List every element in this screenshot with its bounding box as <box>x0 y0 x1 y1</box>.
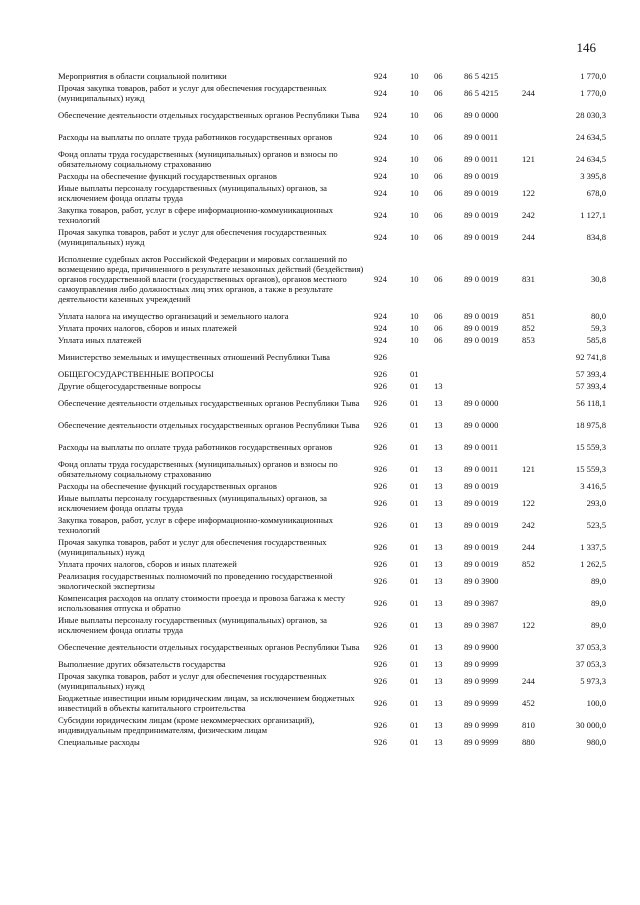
row-subsection-code: 06 <box>434 154 443 164</box>
row-name: Прочая закупка товаров, работ и услуг для обеспечения государственных (муниципальных) нужд <box>58 537 327 557</box>
row-name: ОБЩЕГОСУДАРСТВЕННЫЕ ВОПРОСЫ <box>58 369 214 379</box>
table-row <box>58 636 606 658</box>
row-grbs-code: 924 <box>374 71 387 81</box>
row-subsection-code: 13 <box>434 676 443 686</box>
row-subsection-code: 13 <box>434 464 443 474</box>
row-grbs-code: 924 <box>374 335 387 345</box>
table-row <box>58 736 606 748</box>
row-section-code: 10 <box>410 188 419 198</box>
table-row <box>58 346 606 368</box>
row-name: Расходы на обеспечение функций государственных органов <box>58 481 277 491</box>
row-subsection-code: 06 <box>434 311 443 321</box>
row-section-code: 01 <box>410 442 419 452</box>
row-section-code: 01 <box>410 369 419 379</box>
row-subsection-code: 13 <box>434 576 443 586</box>
row-subsection-code: 06 <box>434 232 443 242</box>
table-row <box>58 558 606 570</box>
row-grbs-code: 924 <box>374 232 387 242</box>
row-grbs-code: 926 <box>374 420 387 430</box>
row-section-code: 10 <box>410 311 419 321</box>
row-name: Выполнение других обязательств государства <box>58 659 226 669</box>
row-name: Обеспечение деятельности отдельных государственных органов Республики Тыва <box>58 398 360 408</box>
row-grbs-code: 924 <box>374 210 387 220</box>
row-section-code: 01 <box>410 520 419 530</box>
row-amount: 15 559,3 <box>575 442 606 452</box>
row-subsection-code: 13 <box>434 620 443 630</box>
table-row <box>58 536 606 558</box>
table-row <box>58 70 606 82</box>
row-target-article: 89 0 9999 <box>464 659 499 669</box>
row-expense-type: 122 <box>522 188 535 198</box>
row-section-code: 01 <box>410 642 419 652</box>
row-section-code: 01 <box>410 381 419 391</box>
row-name: Уплата иных платежей <box>58 335 142 345</box>
row-section-code: 10 <box>410 232 419 242</box>
table-row <box>58 392 606 414</box>
row-grbs-code: 926 <box>374 720 387 730</box>
row-amount: 980,0 <box>586 737 606 747</box>
row-expense-type <box>522 636 556 658</box>
row-amount: 37 053,3 <box>575 642 606 652</box>
row-name: Фонд оплаты труда государственных (муниципальных) органов и взносы по обязательному социальному страхованию <box>58 149 338 169</box>
row-target-article: 89 0 0019 <box>464 498 499 508</box>
row-expense-type <box>522 346 556 368</box>
row-amount: 18 975,8 <box>575 420 606 430</box>
row-subsection-code: 06 <box>434 274 443 284</box>
row-amount: 100,0 <box>586 698 606 708</box>
row-expense-type: 122 <box>522 620 535 630</box>
row-grbs-code: 926 <box>374 398 387 408</box>
row-amount: 28 030,3 <box>575 110 606 120</box>
row-section-code: 01 <box>410 464 419 474</box>
row-target-article: 89 0 0019 <box>464 520 499 530</box>
row-grbs-code: 924 <box>374 323 387 333</box>
row-section-code: 01 <box>410 698 419 708</box>
row-subsection-code: 13 <box>434 720 443 730</box>
row-name: Закупка товаров, работ, услуг в сфере информационно-коммуникационных технологий <box>58 515 334 535</box>
row-expense-type: 880 <box>522 737 535 747</box>
row-target-article: 89 0 9999 <box>464 676 499 686</box>
row-name: Фонд оплаты труда государственных (муниципальных) органов и взносы по обязательному социальному страхованию <box>58 459 338 479</box>
row-amount: 57 393,4 <box>575 369 606 379</box>
row-amount: 678,0 <box>586 188 606 198</box>
table-row <box>58 414 606 436</box>
row-target-article: 89 0 0019 <box>464 232 499 242</box>
row-expense-type: 852 <box>522 323 535 333</box>
row-name: Мероприятия в области социальной политики <box>58 71 227 81</box>
table-row <box>58 126 606 148</box>
row-section-code: 01 <box>410 720 419 730</box>
row-grbs-code: 926 <box>374 498 387 508</box>
row-grbs-code: 924 <box>374 171 387 181</box>
row-amount: 92 741,8 <box>575 352 606 362</box>
row-name: Прочая закупка товаров, работ и услуг для обеспечения государственных (муниципальных) нужд <box>58 227 327 247</box>
table-row <box>58 514 606 536</box>
row-amount: 5 973,3 <box>580 676 606 686</box>
row-expense-type: 122 <box>522 498 535 508</box>
row-name: Субсидии юридическим лицам (кроме некоммерческих организаций), индивидуальным предпринимателям, физическим лицам <box>58 715 315 735</box>
row-expense-type: 851 <box>522 311 535 321</box>
row-target-article: 89 0 0019 <box>464 311 499 321</box>
table-row <box>58 692 606 714</box>
row-section-code: 10 <box>410 210 419 220</box>
row-section-code: 01 <box>410 737 419 747</box>
row-subsection-code: 13 <box>434 420 443 430</box>
row-subsection-code: 13 <box>434 381 443 391</box>
row-subsection-code: 06 <box>434 335 443 345</box>
row-section-code: 01 <box>410 420 419 430</box>
row-section-code: 01 <box>410 576 419 586</box>
row-subsection-code: 06 <box>434 132 443 142</box>
row-subsection-code: 13 <box>434 520 443 530</box>
budget-table-body <box>58 70 606 748</box>
row-grbs-code: 926 <box>374 737 387 747</box>
table-row <box>58 82 606 104</box>
row-subsection-code <box>434 346 464 368</box>
row-name: Прочая закупка товаров, работ и услуг для обеспечения государственных (муниципальных) нужд <box>58 671 327 691</box>
row-section-code: 10 <box>410 88 419 98</box>
row-subsection-code: 13 <box>434 498 443 508</box>
row-grbs-code: 926 <box>374 559 387 569</box>
row-target-article: 89 0 0011 <box>464 132 499 142</box>
row-name: Обеспечение деятельности отдельных государственных органов Республики Тыва <box>58 110 360 120</box>
row-subsection-code: 13 <box>434 559 443 569</box>
row-section-code: 01 <box>410 620 419 630</box>
row-grbs-code: 926 <box>374 576 387 586</box>
row-amount: 1 770,0 <box>580 71 606 81</box>
row-section-code: 10 <box>410 335 419 345</box>
row-expense-type <box>522 70 556 82</box>
table-row <box>58 492 606 514</box>
table-row <box>58 148 606 170</box>
row-expense-type: 244 <box>522 88 535 98</box>
row-grbs-code: 924 <box>374 274 387 284</box>
row-name: Уплата прочих налогов, сборов и иных платежей <box>58 559 237 569</box>
row-grbs-code: 926 <box>374 369 387 379</box>
row-expense-type <box>522 380 556 392</box>
row-amount: 1 262,5 <box>580 559 606 569</box>
row-subsection-code: 13 <box>434 481 443 491</box>
row-subsection-code: 13 <box>434 659 443 669</box>
row-name: Закупка товаров, работ, услуг в сфере информационно-коммуникационных технологий <box>58 205 334 225</box>
row-target-article: 89 0 0019 <box>464 542 499 552</box>
row-subsection-code: 13 <box>434 598 443 608</box>
row-amount: 56 118,1 <box>576 398 606 408</box>
row-target-article: 89 0 3987 <box>464 598 499 608</box>
page-number: 146 <box>576 40 596 55</box>
row-expense-type <box>522 592 556 614</box>
row-section-code: 01 <box>410 598 419 608</box>
table-row <box>58 592 606 614</box>
row-section-code: 01 <box>410 542 419 552</box>
row-grbs-code: 926 <box>374 381 387 391</box>
row-expense-type: 242 <box>522 520 535 530</box>
row-expense-type <box>522 658 556 670</box>
row-expense-type: 244 <box>522 676 535 686</box>
row-section-code: 01 <box>410 498 419 508</box>
row-target-article: 89 0 0000 <box>464 420 499 430</box>
row-target-article: 89 0 0019 <box>464 323 499 333</box>
table-row <box>58 480 606 492</box>
row-amount: 89,0 <box>590 620 606 630</box>
row-target-article: 89 0 0019 <box>464 559 499 569</box>
row-grbs-code: 926 <box>374 520 387 530</box>
row-subsection-code: 13 <box>434 398 443 408</box>
row-section-code: 01 <box>410 676 419 686</box>
row-target-article: 89 0 0019 <box>464 171 499 181</box>
table-row <box>58 322 606 334</box>
row-amount: 80,0 <box>590 311 606 321</box>
row-target-article: 89 0 0011 <box>464 154 499 164</box>
row-target-article: 89 0 0011 <box>464 464 499 474</box>
row-target-article: 89 0 9999 <box>464 737 499 747</box>
row-expense-type: 244 <box>522 542 535 552</box>
row-expense-type <box>522 392 556 414</box>
row-name: Министерство земельных и имущественных отношений Республики Тыва <box>58 352 330 362</box>
table-row <box>58 458 606 480</box>
row-amount: 37 053,3 <box>575 659 606 669</box>
row-expense-type: 852 <box>522 559 535 569</box>
table-row <box>58 170 606 182</box>
row-amount: 1 127,1 <box>580 210 606 220</box>
row-grbs-code: 924 <box>374 88 387 98</box>
row-subsection-code: 13 <box>434 542 443 552</box>
row-amount: 15 559,3 <box>575 464 606 474</box>
row-expense-type <box>522 436 556 458</box>
row-name: Обеспечение деятельности отдельных государственных органов Республики Тыва <box>58 642 360 652</box>
table-row <box>58 248 606 310</box>
row-subsection-code <box>434 368 464 380</box>
row-expense-type: 452 <box>522 698 535 708</box>
row-amount: 24 634,5 <box>575 132 606 142</box>
table-row <box>58 204 606 226</box>
row-target-article: 89 0 9999 <box>464 698 499 708</box>
row-section-code: 10 <box>410 274 419 284</box>
row-target-article: 89 0 0000 <box>464 110 499 120</box>
row-subsection-code: 13 <box>434 737 443 747</box>
row-expense-type: 121 <box>522 464 535 474</box>
row-expense-type: 121 <box>522 154 535 164</box>
row-grbs-code: 924 <box>374 311 387 321</box>
row-amount: 30,8 <box>590 274 606 284</box>
row-target-article: 86 5 4215 <box>464 71 499 81</box>
row-amount: 89,0 <box>590 576 606 586</box>
budget-table <box>58 70 606 748</box>
row-name: Другие общегосударственные вопросы <box>58 381 201 391</box>
row-name: Расходы на выплаты по оплате труда работников государственных органов <box>58 132 333 142</box>
row-grbs-code: 924 <box>374 132 387 142</box>
row-grbs-code: 926 <box>374 481 387 491</box>
row-target-article: 89 0 0019 <box>464 335 499 345</box>
row-grbs-code: 926 <box>374 642 387 652</box>
row-amount: 1 337,5 <box>580 542 606 552</box>
table-row <box>58 310 606 322</box>
row-amount: 30 000,0 <box>575 720 606 730</box>
row-target-article: 89 0 9999 <box>464 720 499 730</box>
row-name: Иные выплаты персоналу государственных (муниципальных) органов, за исключением фонда оплаты труда <box>58 493 327 513</box>
row-expense-type: 831 <box>522 274 535 284</box>
row-amount: 59,3 <box>590 323 606 333</box>
row-section-code: 10 <box>410 323 419 333</box>
row-target-article: 89 0 0000 <box>464 398 499 408</box>
row-section-code: 01 <box>410 659 419 669</box>
row-section-code: 10 <box>410 154 419 164</box>
row-section-code: 10 <box>410 71 419 81</box>
row-expense-type <box>522 104 556 126</box>
row-grbs-code: 926 <box>374 352 387 362</box>
row-amount: 3 416,5 <box>580 481 606 491</box>
row-name: Уплата налога на имущество организаций и земельного налога <box>58 311 289 321</box>
row-name: Уплата прочих налогов, сборов и иных платежей <box>58 323 237 333</box>
row-grbs-code: 926 <box>374 659 387 669</box>
table-row <box>58 570 606 592</box>
table-row <box>58 714 606 736</box>
row-amount: 1 770,0 <box>580 88 606 98</box>
row-grbs-code: 926 <box>374 464 387 474</box>
row-grbs-code: 926 <box>374 542 387 552</box>
row-grbs-code: 926 <box>374 676 387 686</box>
row-target-article: 89 0 0019 <box>464 481 499 491</box>
row-subsection-code: 06 <box>434 210 443 220</box>
row-section-code: 01 <box>410 481 419 491</box>
row-name: Бюджетные инвестиции иным юридическим лицам, за исключением бюджетных инвестиций в объекты капитального строительства <box>58 693 355 713</box>
table-row <box>58 380 606 392</box>
row-target-article: 86 5 4215 <box>464 88 499 98</box>
row-amount: 834,8 <box>586 232 606 242</box>
row-expense-type <box>522 414 556 436</box>
row-subsection-code: 06 <box>434 171 443 181</box>
row-amount: 24 634,5 <box>575 154 606 164</box>
row-expense-type <box>522 126 556 148</box>
table-row <box>58 182 606 204</box>
row-name: Обеспечение деятельности отдельных государственных органов Республики Тыва <box>58 420 360 430</box>
row-grbs-code: 924 <box>374 154 387 164</box>
row-grbs-code: 926 <box>374 698 387 708</box>
row-subsection-code: 06 <box>434 110 443 120</box>
row-target-article: 89 0 3900 <box>464 576 499 586</box>
table-row <box>58 670 606 692</box>
row-target-article: 89 0 0019 <box>464 210 499 220</box>
row-grbs-code: 926 <box>374 442 387 452</box>
table-row <box>58 368 606 380</box>
row-subsection-code: 13 <box>434 698 443 708</box>
row-target-article: 89 0 0019 <box>464 188 499 198</box>
row-amount: 585,8 <box>586 335 606 345</box>
row-expense-type <box>522 570 556 592</box>
row-name: Исполнение судебных актов Российской Федерации и мировых соглашений по возмещению вреда, причиненного в результате незаконных действий (бездействия) органов государственной власти (государственных органов), органов местного самоуправления либо должностных лиц этих органов, а также в результате деятельности казенных учреждений <box>58 254 364 304</box>
row-amount: 293,0 <box>586 498 606 508</box>
row-section-code: 10 <box>410 110 419 120</box>
row-name: Компенсация расходов на оплату стоимости проезда и провоза багажа к месту использования отпуска и обратно <box>58 593 346 613</box>
table-row <box>58 658 606 670</box>
row-target-article <box>464 380 522 392</box>
row-grbs-code: 924 <box>374 188 387 198</box>
row-name: Расходы на обеспечение функций государственных органов <box>58 171 277 181</box>
row-target-article: 89 0 3987 <box>464 620 499 630</box>
row-subsection-code: 06 <box>434 71 443 81</box>
row-expense-type: 853 <box>522 335 535 345</box>
row-amount: 523,5 <box>586 520 606 530</box>
row-section-code: 10 <box>410 171 419 181</box>
row-section-code <box>410 346 434 368</box>
row-section-code: 10 <box>410 132 419 142</box>
row-grbs-code: 926 <box>374 598 387 608</box>
row-section-code: 01 <box>410 398 419 408</box>
row-grbs-code: 924 <box>374 110 387 120</box>
row-target-article <box>464 346 522 368</box>
row-expense-type <box>522 170 556 182</box>
row-expense-type <box>522 480 556 492</box>
row-name: Расходы на выплаты по оплате труда работников государственных органов <box>58 442 333 452</box>
row-name: Иные выплаты персоналу государственных (муниципальных) органов, за исключением фонда оплаты труда <box>58 615 327 635</box>
row-expense-type: 244 <box>522 232 535 242</box>
table-row <box>58 334 606 346</box>
row-target-article: 89 0 0011 <box>464 442 499 452</box>
table-row <box>58 436 606 458</box>
row-target-article: 89 0 0019 <box>464 274 499 284</box>
row-expense-type: 810 <box>522 720 535 730</box>
table-row <box>58 614 606 636</box>
row-subsection-code: 13 <box>434 642 443 652</box>
row-name: Специальные расходы <box>58 737 140 747</box>
row-amount: 3 395,8 <box>580 171 606 181</box>
row-subsection-code: 06 <box>434 188 443 198</box>
row-expense-type: 242 <box>522 210 535 220</box>
row-target-article: 89 0 9900 <box>464 642 499 652</box>
row-amount: 89,0 <box>590 598 606 608</box>
table-row <box>58 104 606 126</box>
row-name: Реализация государственных полномочий по проведению государственной экологической экспертизы <box>58 571 333 591</box>
row-subsection-code: 13 <box>434 442 443 452</box>
row-name: Иные выплаты персоналу государственных (муниципальных) органов, за исключением фонда оплаты труда <box>58 183 327 203</box>
row-subsection-code: 06 <box>434 323 443 333</box>
row-grbs-code: 926 <box>374 620 387 630</box>
row-section-code: 01 <box>410 559 419 569</box>
row-subsection-code: 06 <box>434 88 443 98</box>
row-name: Прочая закупка товаров, работ и услуг для обеспечения государственных (муниципальных) нужд <box>58 83 327 103</box>
table-row <box>58 226 606 248</box>
row-amount: 57 393,4 <box>575 381 606 391</box>
row-expense-type <box>522 368 556 380</box>
row-target-article <box>464 368 522 380</box>
